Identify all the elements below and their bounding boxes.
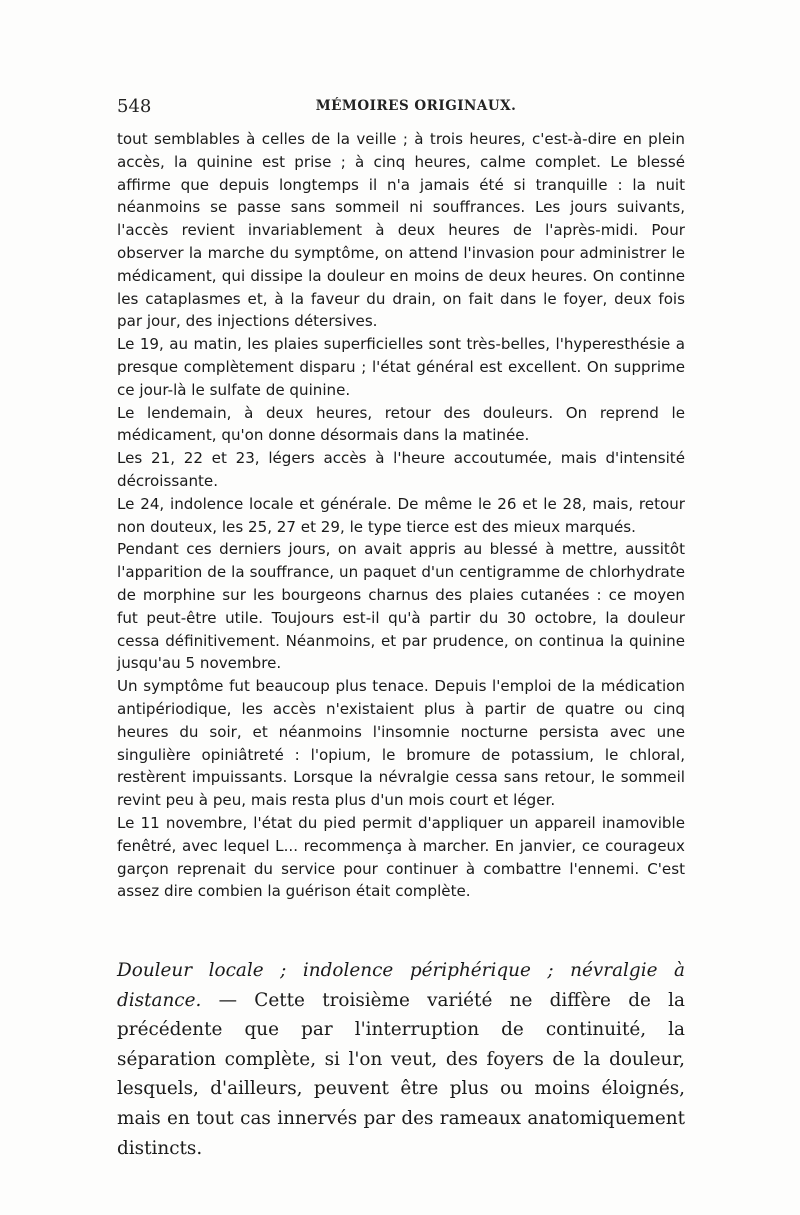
body-text — [117, 128, 685, 903]
page-number: 548 — [117, 96, 152, 117]
section-title: Douleur locale ; indolence périphérique ; névralgie à distance. — [117, 960, 685, 1011]
paragraph-4: Les 21, 22 et 23, légers accès à l'heure accoutumée, mais d'intensité décroissante. — [117, 449, 685, 490]
running-head: MÉMOIRES ORIGINAUX. — [315, 98, 517, 114]
paragraph-5: Le 24, indolence locale et générale. De même le 26 et le 28, mais, retour non douteux, les 25, 27 et 29, le type tierce est des mieux marqués. — [117, 494, 685, 536]
page-header — [117, 96, 685, 120]
paragraph-1: tout semblables à celles de la veille ; à trois heures, c'est-à-dire en plein accès, la quinine est prise ; à cinq heures, calme complet. Le blessé affirme que depuis longtemps il n'a jamais été si tranquille : la nuit néanmoins se passe sans sommeil ni souffrances. Les jours suivants, l'accès revient invariablement à deux heures de l'après-midi. Pour observer la marche du symptôme, on attend l'invasion pour administrer le médicament, qui dissipe la douleur en moins de deux heures. On continne les cataplasmes et, à la faveur du drain, on fait dans le foyer, deux fois par jour, des injections détersives. — [117, 130, 685, 331]
paragraph-3: Le lendemain, à deux heures, retour des douleurs. On reprend le médicament, qu'on donne désormais dans la matinée. — [117, 403, 685, 445]
paragraph-6: Pendant ces derniers jours, on avait appris au blessé à mettre, aussitôt l'apparition de la souffrance, un paquet d'un centigramme de chlorhydrate de morphine sur les bourgeons charnus des plaies cutanées : ce moyen fut peut-être utile. Toujours est-il qu'à partir du 30 octobre, la douleur cessa définitivement. Néanmoins, et par prudence, on continua la quinine jusqu'au 5 novembre. — [117, 540, 685, 673]
paragraph-2: Le 19, au matin, les plaies superficielles sont très-belles, l'hyperesthésie a presque complètement disparu ; l'état général est excellent. On supprime ce jour-là le sulfate de quinine. — [117, 335, 685, 399]
section-dash: — — [201, 989, 255, 1011]
section-paragraph — [117, 956, 685, 1163]
paragraph-8: Le 11 novembre, l'état du pied permit d'appliquer un appareil inamovible fenêtré, avec lequel L... recommença à marcher. En janvier, ce courageux garçon reprenait du service pour continuer à combattre l'ennemi. C'est assez dire combien la guérison était complète. — [117, 813, 685, 901]
paragraph-7: Un symptôme fut beaucoup plus tenace. Depuis l'emploi de la médication antipériodique, les accès n'existaient plus à partir de quatre ou cinq heures du soir, et néanmoins l'insomnie nocturne persista avec une singulière opiniâtreté : l'opium, le bromure de potassium, le chloral, restèrent impuissants. Lorsque la névralgie cessa sans retour, le sommeil revint peu à peu, mais resta plus d'un mois court et léger. — [117, 677, 685, 810]
section-text: Cette troisième variété ne diffère de la précédente que par l'interruption de continuité, la séparation complète, si l'on veut, des foyers de la douleur, lesquels, d'ailleurs, peuvent être plus ou moins éloignés, mais en tout cas innervés par des rameaux anatomiquement distincts. — [117, 989, 685, 1159]
section-douleur-locale — [117, 956, 685, 1163]
